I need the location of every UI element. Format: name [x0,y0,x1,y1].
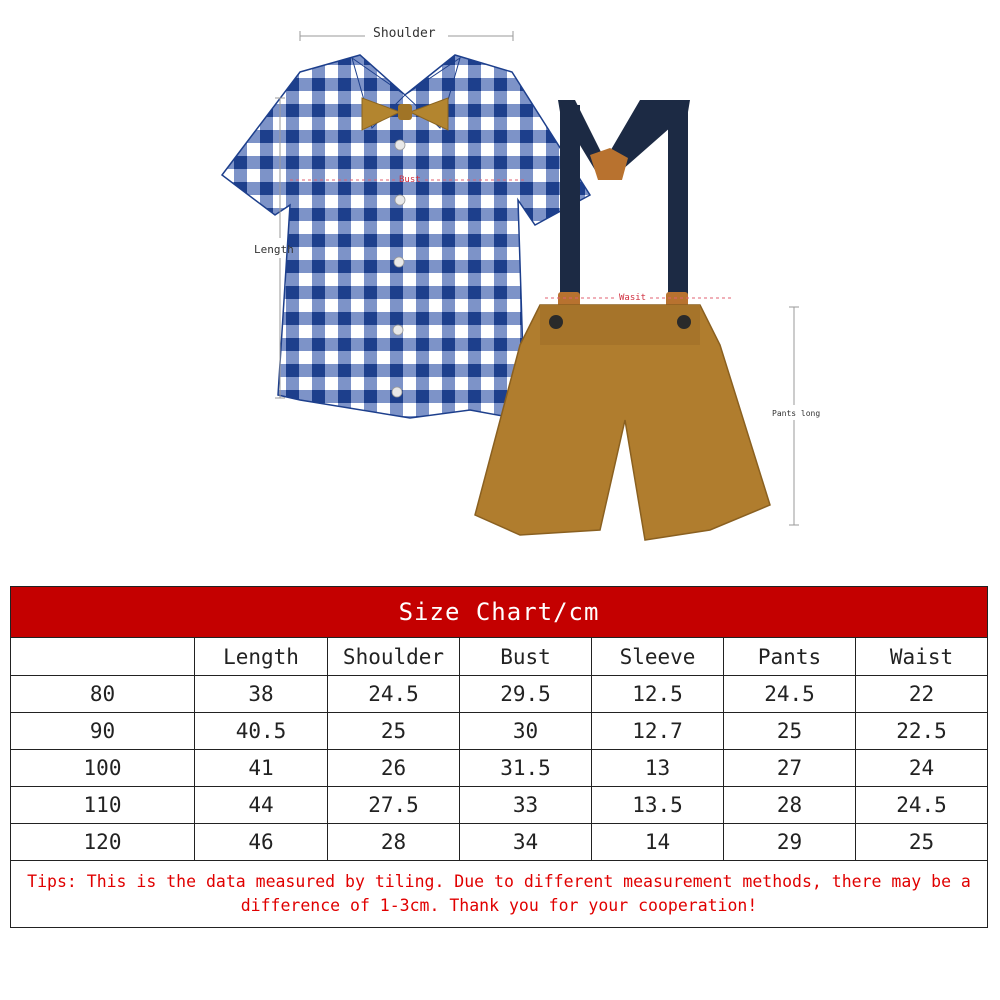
table-cell: 24.5 [724,676,856,713]
table-cell: 25 [328,713,460,750]
table-cell: 29 [724,824,856,861]
header-bust: Bust [460,638,592,676]
table-cell: 22 [856,676,988,713]
header-row [11,638,988,676]
table-cell: 28 [328,824,460,861]
size-cell: 110 [11,787,195,824]
table-cell: 25 [856,824,988,861]
table-cell: 27 [724,750,856,787]
table-row [11,787,988,824]
table-row [11,824,988,861]
table-cell: 22.5 [856,713,988,750]
table-cell: 28 [724,787,856,824]
table-row [11,676,988,713]
table-cell: 24.5 [856,787,988,824]
table-cell: 41 [195,750,328,787]
table-cell: 25 [724,713,856,750]
table-cell: 29.5 [460,676,592,713]
length-label: Length [254,243,294,256]
suspenders [558,100,690,310]
header-shoulder: Shoulder [328,638,460,676]
header-length: Length [195,638,328,676]
bust-label: Bust [399,175,421,185]
table-cell: 44 [195,787,328,824]
shoulder-label: Shoulder [373,26,436,41]
table-cell: 27.5 [328,787,460,824]
table-cell: 34 [460,824,592,861]
table-cell: 33 [460,787,592,824]
table-row [11,713,988,750]
header-sleeve: Sleeve [592,638,724,676]
table-cell: 13.5 [592,787,724,824]
table-cell: 13 [592,750,724,787]
size-chart-table [10,586,988,928]
tips-note: Tips: This is the data measured by tiling. Due to different measurement methods, there may be a difference of 1-3cm. Thank you for your cooperation! [11,861,988,928]
table-cell: 12.5 [592,676,724,713]
header-waist: Waist [856,638,988,676]
size-chart-title: Size Chart/cm [11,587,988,638]
table-cell: 24.5 [328,676,460,713]
table-cell: 31.5 [460,750,592,787]
size-cell: 80 [11,676,195,713]
header-cell [11,638,195,676]
table-cell: 40.5 [195,713,328,750]
pants-long-label: Pants long [772,409,821,418]
table-cell: 14 [592,824,724,861]
waist-label: Wasit [619,293,647,303]
size-cell: 120 [11,824,195,861]
table-cell: 30 [460,713,592,750]
table-cell: 26 [328,750,460,787]
size-cell: 100 [11,750,195,787]
table-cell: 46 [195,824,328,861]
table-cell: 38 [195,676,328,713]
size-cell: 90 [11,713,195,750]
table-cell: 24 [856,750,988,787]
table-row [11,750,988,787]
header-pants: Pants [724,638,856,676]
table-cell: 12.7 [592,713,724,750]
